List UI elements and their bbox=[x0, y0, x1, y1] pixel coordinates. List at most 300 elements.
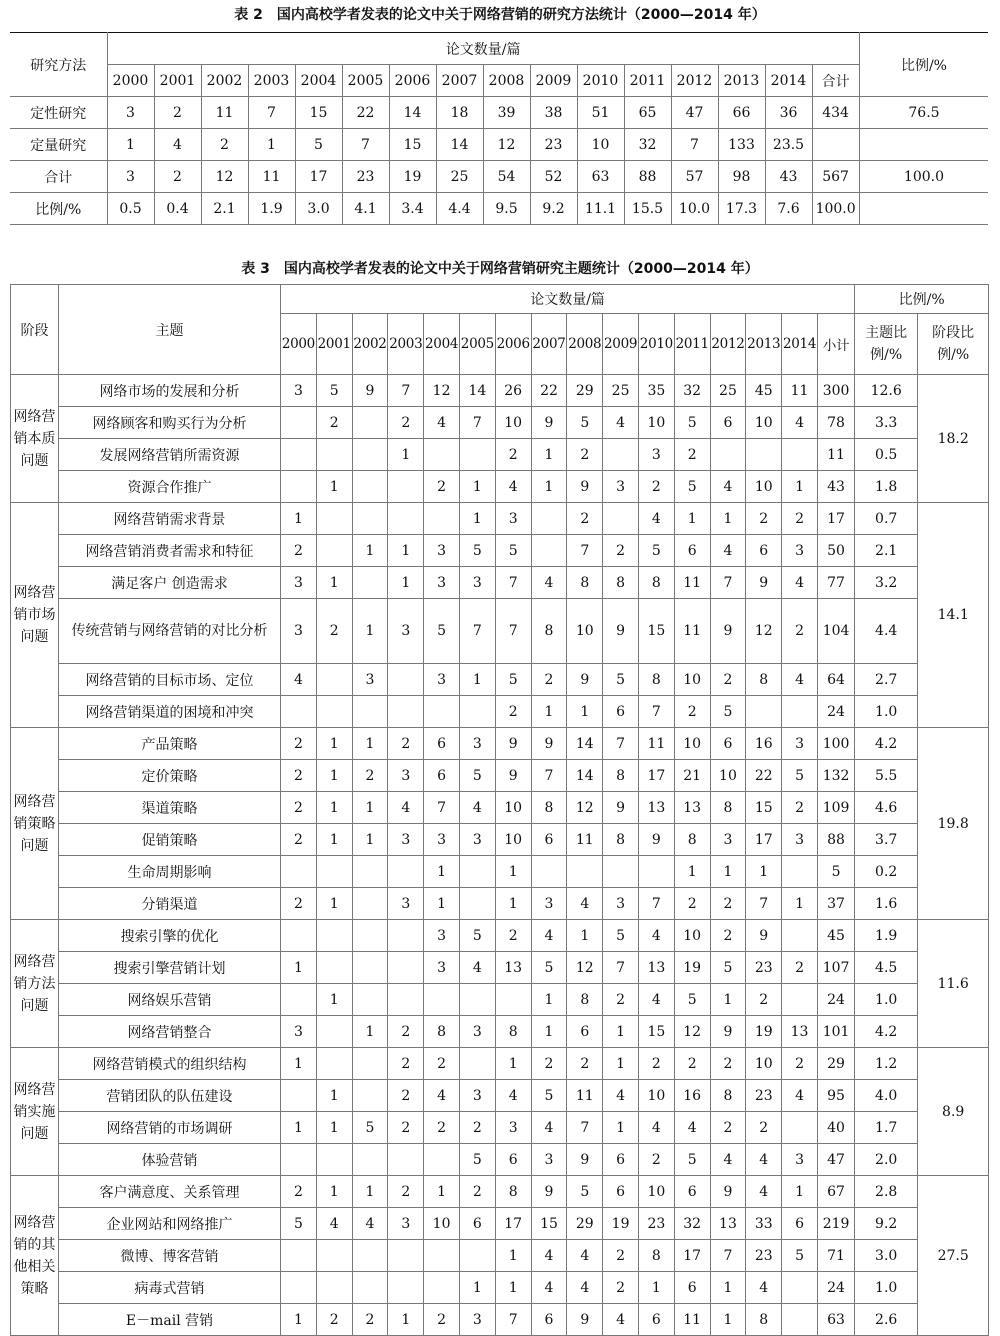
value-cell: 434 bbox=[812, 97, 859, 129]
value-cell bbox=[352, 984, 388, 1016]
value-cell: 88 bbox=[817, 824, 854, 856]
value-cell: 1 bbox=[710, 1272, 746, 1304]
value-cell: 5 bbox=[459, 1144, 495, 1176]
topic-ratio-cell: 1.6 bbox=[855, 888, 918, 920]
value-cell: 1 bbox=[352, 792, 388, 824]
topic-ratio-cell: 3.3 bbox=[855, 407, 918, 439]
value-cell: 7 bbox=[388, 375, 424, 407]
value-cell: 47 bbox=[671, 97, 718, 129]
topic-cell: 网络营销消费者需求和特征 bbox=[59, 535, 281, 567]
stage-ratio-cell: 18.2 bbox=[918, 375, 989, 503]
value-cell: 9 bbox=[567, 1304, 603, 1336]
value-cell: 51 bbox=[577, 97, 624, 129]
year-cell: 2013 bbox=[718, 65, 765, 97]
value-cell: 10 bbox=[424, 1208, 460, 1240]
value-cell: 78 bbox=[817, 407, 854, 439]
topic-ratio-cell: 1.8 bbox=[855, 471, 918, 503]
value-cell: 3 bbox=[424, 535, 460, 567]
table-row bbox=[11, 1112, 989, 1144]
table-row bbox=[11, 792, 989, 824]
value-cell: 4 bbox=[531, 920, 567, 952]
value-cell: 15 bbox=[638, 1016, 674, 1048]
value-cell: 3 bbox=[281, 375, 317, 407]
value-cell: 10 bbox=[577, 129, 624, 161]
value-cell bbox=[424, 696, 460, 728]
value-cell: 32 bbox=[674, 375, 710, 407]
value-cell bbox=[782, 984, 818, 1016]
value-cell: 13 bbox=[710, 1208, 746, 1240]
value-cell: 1 bbox=[531, 984, 567, 1016]
value-cell: 9 bbox=[567, 664, 603, 696]
value-cell: 5 bbox=[710, 952, 746, 984]
value-cell: 7 bbox=[671, 129, 718, 161]
value-cell bbox=[746, 439, 782, 471]
value-cell: 1 bbox=[107, 129, 154, 161]
value-cell bbox=[316, 1144, 352, 1176]
value-cell: 1 bbox=[531, 1016, 567, 1048]
topic-ratio-cell: 4.2 bbox=[855, 728, 918, 760]
value-cell: 5 bbox=[710, 696, 746, 728]
value-cell: 2 bbox=[638, 1144, 674, 1176]
value-cell: 6 bbox=[603, 1176, 639, 1208]
value-cell: 1 bbox=[603, 1048, 639, 1080]
value-cell: 107 bbox=[817, 952, 854, 984]
value-cell: 12 bbox=[424, 375, 460, 407]
value-cell: 1 bbox=[782, 888, 818, 920]
table-row bbox=[11, 920, 989, 952]
row-label: 定量研究 bbox=[10, 129, 107, 161]
value-cell: 9 bbox=[710, 599, 746, 664]
value-cell: 2 bbox=[746, 503, 782, 535]
table-row bbox=[11, 1304, 989, 1336]
value-cell: 5 bbox=[316, 375, 352, 407]
value-cell: 8 bbox=[495, 1016, 531, 1048]
value-cell: 23 bbox=[746, 1080, 782, 1112]
topic-ratio-cell: 4.2 bbox=[855, 1016, 918, 1048]
value-cell bbox=[352, 407, 388, 439]
value-cell: 37 bbox=[817, 888, 854, 920]
year-cell: 小计 bbox=[817, 314, 854, 375]
value-cell: 1 bbox=[248, 129, 295, 161]
value-cell: 1 bbox=[710, 503, 746, 535]
value-cell: 3 bbox=[281, 567, 317, 599]
value-cell: 4 bbox=[710, 1144, 746, 1176]
value-cell: 1 bbox=[281, 503, 317, 535]
topic-cell: 网络顾客和购买行为分析 bbox=[59, 407, 281, 439]
value-cell: 11.1 bbox=[577, 193, 624, 225]
value-cell: 7 bbox=[638, 888, 674, 920]
value-cell: 1 bbox=[567, 696, 603, 728]
value-cell: 1 bbox=[782, 1176, 818, 1208]
value-cell bbox=[281, 1272, 317, 1304]
value-cell bbox=[316, 664, 352, 696]
value-cell: 5 bbox=[495, 535, 531, 567]
value-cell: 4 bbox=[531, 1240, 567, 1272]
year-cell: 2010 bbox=[638, 314, 674, 375]
value-cell: 1 bbox=[352, 1176, 388, 1208]
value-cell bbox=[316, 535, 352, 567]
value-cell: 4 bbox=[638, 1112, 674, 1144]
value-cell: 13 bbox=[638, 792, 674, 824]
count-header: 论文数量/篇 bbox=[281, 285, 855, 314]
topic-cell: 客户满意度、关系管理 bbox=[59, 1176, 281, 1208]
value-cell: 2 bbox=[388, 1048, 424, 1080]
table-row bbox=[10, 161, 988, 193]
table-row bbox=[11, 1080, 989, 1112]
value-cell bbox=[352, 696, 388, 728]
table-row bbox=[11, 952, 989, 984]
value-cell: 50 bbox=[817, 535, 854, 567]
stage-ratio-cell: 14.1 bbox=[918, 503, 989, 728]
value-cell: 1 bbox=[281, 1304, 317, 1336]
value-cell: 4 bbox=[424, 1080, 460, 1112]
value-cell: 19 bbox=[389, 161, 436, 193]
value-cell: 3 bbox=[424, 920, 460, 952]
value-cell bbox=[782, 696, 818, 728]
value-cell: 6 bbox=[531, 1304, 567, 1336]
value-cell: 5 bbox=[674, 1144, 710, 1176]
value-cell: 4 bbox=[531, 567, 567, 599]
value-cell: 39 bbox=[483, 97, 530, 129]
value-cell: 25 bbox=[436, 161, 483, 193]
value-cell: 6 bbox=[638, 1304, 674, 1336]
value-cell: 2 bbox=[638, 1048, 674, 1080]
value-cell: 9 bbox=[603, 599, 639, 664]
value-cell: 29 bbox=[567, 1208, 603, 1240]
value-cell: 7 bbox=[495, 567, 531, 599]
value-cell: 4 bbox=[459, 952, 495, 984]
value-cell: 2 bbox=[531, 1048, 567, 1080]
value-cell: 9 bbox=[531, 728, 567, 760]
value-cell: 10 bbox=[674, 728, 710, 760]
stage-cell: 网络营销本质问题 bbox=[11, 375, 59, 503]
value-cell: 32 bbox=[674, 1208, 710, 1240]
value-cell: 2 bbox=[710, 664, 746, 696]
research-method-table bbox=[10, 32, 988, 225]
value-cell: 3 bbox=[388, 824, 424, 856]
value-cell: 22 bbox=[342, 97, 389, 129]
stage-header: 阶段 bbox=[11, 285, 59, 375]
value-cell: 5 bbox=[674, 471, 710, 503]
value-cell: 21 bbox=[674, 760, 710, 792]
value-cell: 24 bbox=[817, 696, 854, 728]
value-cell: 12 bbox=[201, 161, 248, 193]
year-cell: 2001 bbox=[316, 314, 352, 375]
value-cell: 14 bbox=[389, 97, 436, 129]
value-cell: 3 bbox=[388, 760, 424, 792]
value-cell: 1 bbox=[710, 984, 746, 1016]
value-cell: 6 bbox=[567, 1016, 603, 1048]
value-cell: 15 bbox=[531, 1208, 567, 1240]
value-cell: 3 bbox=[388, 599, 424, 664]
value-cell: 1 bbox=[316, 1112, 352, 1144]
value-cell: 45 bbox=[817, 920, 854, 952]
value-cell: 9 bbox=[567, 471, 603, 503]
topic-ratio-cell: 4.0 bbox=[855, 1080, 918, 1112]
value-cell: 1 bbox=[531, 696, 567, 728]
value-cell: 8 bbox=[638, 567, 674, 599]
topic-ratio-cell: 3.2 bbox=[855, 567, 918, 599]
value-cell: 7 bbox=[459, 407, 495, 439]
topic-ratio-cell: 2.1 bbox=[855, 535, 918, 567]
topic-ratio-cell: 0.2 bbox=[855, 856, 918, 888]
value-cell: 3 bbox=[531, 1144, 567, 1176]
value-cell: 6 bbox=[495, 1144, 531, 1176]
value-cell: 1 bbox=[746, 856, 782, 888]
value-cell: 2 bbox=[316, 407, 352, 439]
value-cell bbox=[459, 696, 495, 728]
value-cell: 5 bbox=[281, 1208, 317, 1240]
value-cell bbox=[638, 856, 674, 888]
value-cell bbox=[352, 1048, 388, 1080]
value-cell: 1 bbox=[388, 567, 424, 599]
value-cell bbox=[388, 856, 424, 888]
value-cell: 9 bbox=[638, 824, 674, 856]
value-cell bbox=[388, 1240, 424, 1272]
value-cell: 2 bbox=[388, 1016, 424, 1048]
value-cell bbox=[424, 1144, 460, 1176]
value-cell: 17 bbox=[674, 1240, 710, 1272]
value-cell: 10 bbox=[746, 1048, 782, 1080]
value-cell: 4 bbox=[746, 1272, 782, 1304]
value-cell: 24 bbox=[817, 1272, 854, 1304]
value-cell: 12 bbox=[567, 952, 603, 984]
value-cell: 4 bbox=[746, 1176, 782, 1208]
value-cell: 3 bbox=[424, 824, 460, 856]
value-cell: 10 bbox=[674, 664, 710, 696]
value-cell: 7 bbox=[710, 567, 746, 599]
value-cell: 1 bbox=[281, 952, 317, 984]
value-cell: 17 bbox=[295, 161, 342, 193]
value-cell: 3 bbox=[459, 1304, 495, 1336]
topic-ratio-cell: 2.7 bbox=[855, 664, 918, 696]
value-cell: 6 bbox=[674, 535, 710, 567]
value-cell: 1 bbox=[495, 1240, 531, 1272]
value-cell bbox=[746, 696, 782, 728]
topic-ratio-cell: 2.6 bbox=[855, 1304, 918, 1336]
value-cell: 5 bbox=[495, 664, 531, 696]
value-cell bbox=[352, 856, 388, 888]
method-header: 研究方法 bbox=[10, 33, 107, 97]
value-cell: 6 bbox=[603, 1144, 639, 1176]
value-cell: 2 bbox=[710, 1112, 746, 1144]
value-cell: 4 bbox=[782, 567, 818, 599]
value-cell bbox=[316, 920, 352, 952]
table-row bbox=[11, 375, 989, 407]
value-cell: 8 bbox=[746, 664, 782, 696]
value-cell: 11 bbox=[782, 375, 818, 407]
value-cell: 64 bbox=[817, 664, 854, 696]
year-cell: 2001 bbox=[154, 65, 201, 97]
table-row bbox=[11, 471, 989, 503]
value-cell bbox=[459, 856, 495, 888]
value-cell: 1 bbox=[674, 856, 710, 888]
value-cell bbox=[316, 1016, 352, 1048]
value-cell: 5 bbox=[424, 599, 460, 664]
value-cell: 5 bbox=[782, 1240, 818, 1272]
year-cell: 2007 bbox=[531, 314, 567, 375]
value-cell: 2 bbox=[424, 471, 460, 503]
year-cell: 2014 bbox=[765, 65, 812, 97]
topic-ratio-cell: 4.4 bbox=[855, 599, 918, 664]
topic-cell: 搜索引擎的优化 bbox=[59, 920, 281, 952]
value-cell: 19 bbox=[746, 1016, 782, 1048]
table-row bbox=[11, 728, 989, 760]
topic-ratio-cell: 2.0 bbox=[855, 1144, 918, 1176]
value-cell: 15 bbox=[746, 792, 782, 824]
value-cell: 5 bbox=[782, 760, 818, 792]
value-cell: 1 bbox=[316, 792, 352, 824]
value-cell: 3 bbox=[603, 471, 639, 503]
value-cell: 11 bbox=[567, 824, 603, 856]
value-cell: 2 bbox=[316, 1304, 352, 1336]
table-row bbox=[10, 97, 988, 129]
value-cell: 4 bbox=[782, 407, 818, 439]
value-cell: 11 bbox=[817, 439, 854, 471]
value-cell: 10.0 bbox=[671, 193, 718, 225]
value-cell: 1 bbox=[531, 439, 567, 471]
value-cell: 5 bbox=[531, 1080, 567, 1112]
value-cell: 8 bbox=[710, 792, 746, 824]
value-cell: 12 bbox=[567, 792, 603, 824]
value-cell: 2 bbox=[154, 97, 201, 129]
value-cell: 4 bbox=[567, 1240, 603, 1272]
value-cell: 2 bbox=[603, 1272, 639, 1304]
value-cell: 9 bbox=[495, 728, 531, 760]
value-cell: 4 bbox=[782, 1080, 818, 1112]
topic-cell: 体验营销 bbox=[59, 1144, 281, 1176]
value-cell: 5 bbox=[531, 952, 567, 984]
value-cell: 1 bbox=[495, 856, 531, 888]
value-cell: 12 bbox=[674, 1016, 710, 1048]
topic-cell: 分销渠道 bbox=[59, 888, 281, 920]
table-row bbox=[11, 503, 989, 535]
value-cell: 29 bbox=[817, 1048, 854, 1080]
value-cell: 4.1 bbox=[342, 193, 389, 225]
value-cell: 15 bbox=[295, 97, 342, 129]
value-cell: 2 bbox=[352, 1304, 388, 1336]
value-cell: 32 bbox=[624, 129, 671, 161]
value-cell: 13 bbox=[495, 952, 531, 984]
value-cell: 3 bbox=[459, 567, 495, 599]
value-cell: 2 bbox=[495, 696, 531, 728]
value-cell: 5 bbox=[459, 760, 495, 792]
topic-ratio-cell: 3.7 bbox=[855, 824, 918, 856]
value-cell: 36 bbox=[765, 97, 812, 129]
value-cell: 26 bbox=[495, 375, 531, 407]
value-cell: 15.5 bbox=[624, 193, 671, 225]
value-cell bbox=[424, 984, 460, 1016]
value-cell bbox=[352, 439, 388, 471]
value-cell: 7 bbox=[495, 599, 531, 664]
value-cell: 13 bbox=[674, 792, 710, 824]
value-cell: 2 bbox=[710, 1048, 746, 1080]
value-cell: 1 bbox=[424, 1176, 460, 1208]
value-cell bbox=[316, 439, 352, 471]
value-cell bbox=[782, 439, 818, 471]
value-cell: 10 bbox=[710, 760, 746, 792]
value-cell bbox=[424, 1272, 460, 1304]
research-topic-table bbox=[10, 284, 989, 1336]
value-cell: 0.5 bbox=[107, 193, 154, 225]
value-cell: 6 bbox=[459, 1208, 495, 1240]
value-cell: 2 bbox=[782, 792, 818, 824]
value-cell: 8 bbox=[710, 1080, 746, 1112]
table-row bbox=[11, 439, 989, 471]
value-cell: 4 bbox=[154, 129, 201, 161]
value-cell: 2 bbox=[567, 439, 603, 471]
value-cell: 25 bbox=[710, 375, 746, 407]
value-cell: 77 bbox=[817, 567, 854, 599]
value-cell: 4.4 bbox=[436, 193, 483, 225]
value-cell: 11 bbox=[674, 567, 710, 599]
table-row bbox=[11, 664, 989, 696]
value-cell: 1 bbox=[352, 824, 388, 856]
value-cell: 11 bbox=[638, 728, 674, 760]
value-cell: 14 bbox=[436, 129, 483, 161]
value-cell: 67 bbox=[817, 1176, 854, 1208]
value-cell bbox=[316, 696, 352, 728]
value-cell: 4 bbox=[638, 984, 674, 1016]
value-cell bbox=[495, 984, 531, 1016]
table-row bbox=[11, 567, 989, 599]
value-cell: 1 bbox=[316, 1176, 352, 1208]
value-cell: 9.5 bbox=[483, 193, 530, 225]
value-cell: 3 bbox=[424, 567, 460, 599]
value-cell: 3 bbox=[107, 97, 154, 129]
value-cell: 219 bbox=[817, 1208, 854, 1240]
topic-cell: 网络营销的市场调研 bbox=[59, 1112, 281, 1144]
value-cell: 7 bbox=[459, 599, 495, 664]
value-cell: 45 bbox=[746, 375, 782, 407]
value-cell: 7 bbox=[531, 760, 567, 792]
value-cell bbox=[388, 664, 424, 696]
value-cell: 3 bbox=[459, 1080, 495, 1112]
value-cell: 2 bbox=[603, 1240, 639, 1272]
value-cell: 71 bbox=[817, 1240, 854, 1272]
value-cell: 3 bbox=[710, 824, 746, 856]
value-cell: 2 bbox=[782, 503, 818, 535]
value-cell: 8 bbox=[638, 664, 674, 696]
table-row bbox=[11, 1208, 989, 1240]
value-cell: 4 bbox=[710, 471, 746, 503]
value-cell: 33 bbox=[746, 1208, 782, 1240]
value-cell: 16 bbox=[674, 1080, 710, 1112]
table3-caption: 表 3 国内高校学者发表的论文中关于网络营销研究主题统计（2000—2014 年） bbox=[241, 261, 759, 277]
value-cell: 17 bbox=[495, 1208, 531, 1240]
topic-cell: 网络营销模式的组织结构 bbox=[59, 1048, 281, 1080]
research-topic-body bbox=[11, 375, 989, 1336]
topic-ratio-cell: 12.6 bbox=[855, 375, 918, 407]
value-cell: 2 bbox=[424, 1048, 460, 1080]
value-cell: 7.6 bbox=[765, 193, 812, 225]
value-cell: 2 bbox=[710, 920, 746, 952]
value-cell: 11 bbox=[248, 161, 295, 193]
value-cell: 98 bbox=[718, 161, 765, 193]
value-cell: 1 bbox=[388, 439, 424, 471]
value-cell: 2 bbox=[281, 728, 317, 760]
value-cell: 95 bbox=[817, 1080, 854, 1112]
value-cell: 19 bbox=[674, 952, 710, 984]
value-cell: 3 bbox=[495, 503, 531, 535]
year-cell: 合计 bbox=[812, 65, 859, 97]
value-cell: 1 bbox=[674, 503, 710, 535]
value-cell: 6 bbox=[710, 407, 746, 439]
table-row bbox=[11, 1016, 989, 1048]
value-cell: 23 bbox=[746, 1240, 782, 1272]
value-cell: 8 bbox=[603, 824, 639, 856]
value-cell: 5 bbox=[817, 856, 854, 888]
